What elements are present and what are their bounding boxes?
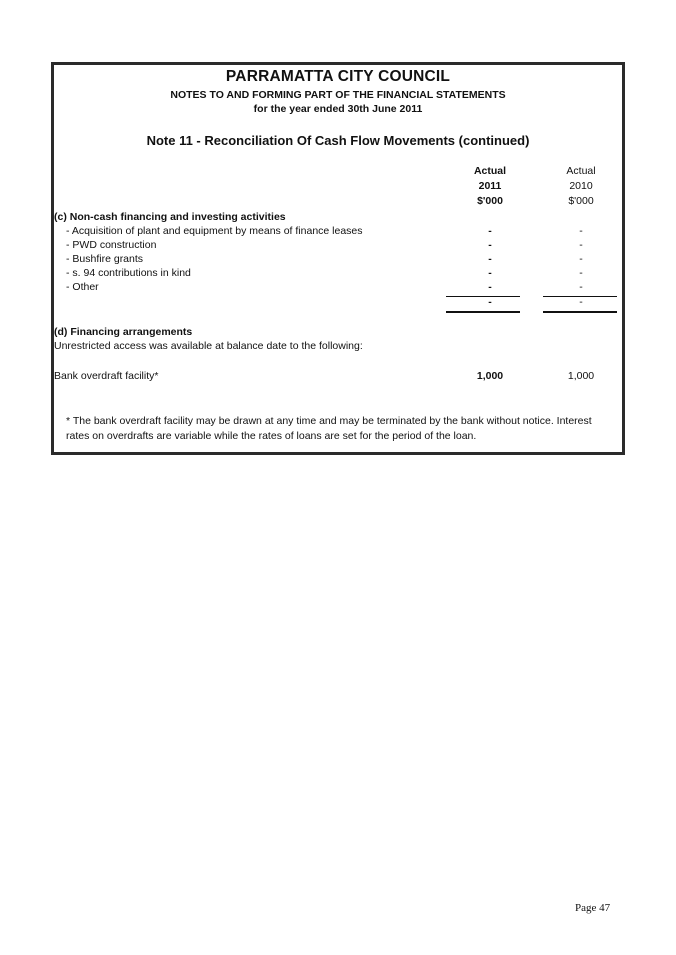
row-pwd-construction-2010: - — [579, 239, 583, 251]
bank-overdraft-2010: 1,000 — [567, 370, 595, 382]
overdraft-footnote: * The bank overdraft facility may be drawn at any time and may be terminated by the bank without notice. Interest rates on overdrafts are variable while the rates of loans are set for the period of the loan. — [66, 415, 592, 442]
column-2010-line-3: $'000 — [568, 195, 594, 207]
row-bushfire-grants-label: - Bushfire grants — [66, 253, 144, 265]
row-s94-contributions-2011: - — [488, 267, 492, 279]
column-2010-line-1: Actual — [566, 165, 596, 177]
total-rule-2010 — [543, 311, 617, 313]
column-2011-line-3: $'000 — [477, 195, 503, 207]
row-other-2011: - — [488, 281, 492, 293]
row-bushfire-grants-2010: - — [579, 253, 583, 265]
page-number: Page 47 — [575, 902, 611, 914]
statement-subtitle: NOTES TO AND FORMING PART OF THE FINANCIAL STATEMENTS — [170, 89, 506, 101]
section-c-heading: (c) Non-cash financing and investing activities — [54, 211, 286, 223]
total-rule-2011 — [446, 311, 520, 313]
row-s94-contributions-2010: - — [579, 267, 583, 279]
statement-frame — [51, 62, 625, 455]
row-pwd-construction-2011: - — [488, 239, 492, 251]
row-other-2010: - — [579, 281, 583, 293]
column-2011-line-2: 2011 — [478, 180, 502, 192]
column-2010-heading — [551, 164, 611, 209]
row-bushfire-grants-2011: - — [488, 253, 492, 265]
council-name: PARRAMATTA CITY COUNCIL — [225, 68, 451, 85]
bank-overdraft-2011: 1,000 — [476, 370, 504, 382]
row-other-label: - Other — [66, 281, 99, 293]
column-2011-line-1: Actual — [473, 165, 507, 177]
section-d-intro: Unrestricted access was available at balance date to the following: — [54, 340, 363, 352]
row-finance-leases-label: - Acquisition of plant and equipment by means of finance leases — [66, 225, 363, 237]
column-2010-line-2: 2010 — [569, 180, 593, 192]
row-finance-leases-2010: - — [579, 225, 583, 237]
section-c-total-2011: - — [488, 296, 492, 308]
bank-overdraft-label: Bank overdraft facility* — [54, 370, 159, 382]
section-d-heading: (d) Financing arrangements — [54, 326, 193, 338]
column-2011-heading — [460, 164, 520, 209]
note-title: Note 11 - Reconciliation Of Cash Flow Movements (continued) — [146, 133, 530, 148]
row-s94-contributions-label: - s. 94 contributions in kind — [66, 267, 191, 279]
row-pwd-construction-label: - PWD construction — [66, 239, 157, 251]
row-finance-leases-2011: - — [488, 225, 492, 237]
section-c-total-2010: - — [579, 296, 583, 308]
reporting-period: for the year ended 30th June 2011 — [253, 103, 423, 115]
